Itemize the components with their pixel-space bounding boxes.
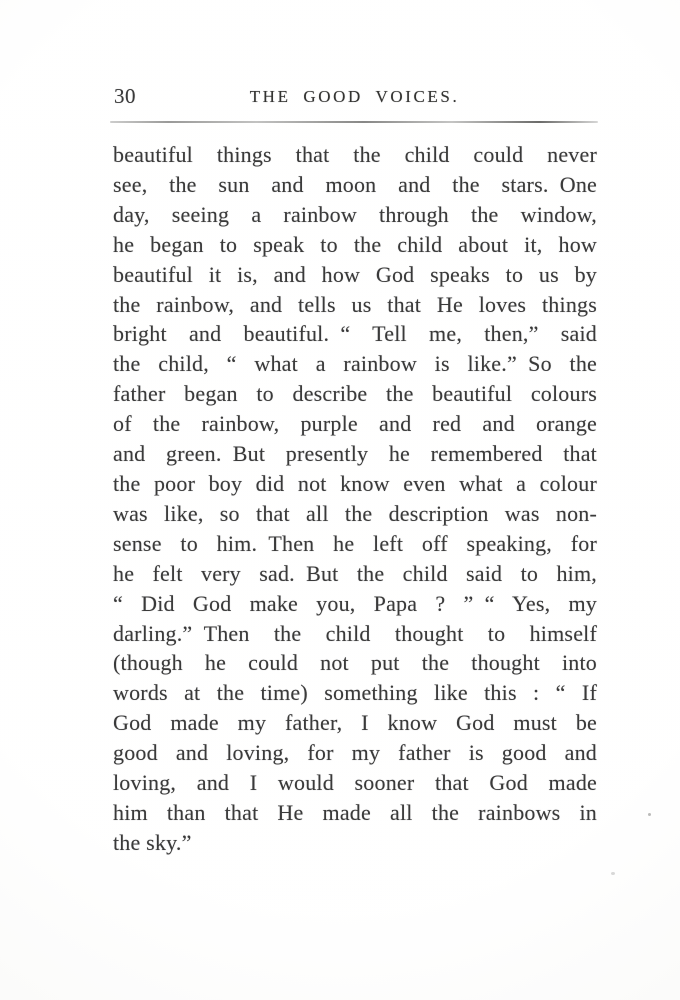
running-title: THE GOOD VOICES. [249, 87, 460, 106]
text-line: (though he could not put the thought into [113, 650, 597, 676]
text-line: good and loving, for my father is good and [113, 740, 597, 766]
text-line: the sky.” [113, 829, 192, 855]
text-line: darling.” Then the child thought to himself [113, 620, 597, 646]
text-line: beautiful it is, and how God speaks to us by [113, 261, 597, 287]
page-header [112, 83, 597, 109]
text-line: the child, “ what a rainbow is like.” So the [113, 351, 597, 377]
text-line: God made my father, I know God must be [113, 710, 597, 736]
text-line: he began to speak to the child about it, how [113, 231, 597, 257]
text-line: sense to him. Then he left off speaking, for [113, 530, 597, 556]
text-line: bright and beautiful. “ Tell me, then,” said [113, 321, 597, 347]
text-line: was like, so that all the description was non- [113, 500, 597, 526]
text-line: words at the time) something like this : “ If [113, 680, 597, 706]
scan-speck [611, 872, 615, 875]
header-rule-divider [110, 121, 598, 123]
scan-speck [648, 813, 651, 816]
text-line: him than that He made all the rainbows in [113, 799, 597, 825]
text-line: the poor boy did not know even what a colour [113, 470, 597, 496]
text-line: “ Did God make you, Papa ? ” “ Yes, my [113, 590, 597, 616]
text-line: the rainbow, and tells us that He loves things [113, 291, 597, 317]
text-line: of the rainbow, purple and red and orange [113, 411, 597, 437]
text-line: and green. But presently he remembered that [113, 441, 597, 467]
text-line: loving, and I would sooner that God made [113, 770, 597, 796]
body-text [113, 140, 597, 858]
text-line: see, the sun and moon and the stars. One [113, 171, 597, 197]
text-line: father began to describe the beautiful colours [113, 381, 597, 407]
text-line: he felt very sad. But the child said to him, [113, 560, 597, 586]
page-number: 30 [114, 84, 136, 108]
text-line: day, seeing a rainbow through the window, [113, 201, 597, 227]
text-line: beautiful things that the child could never [113, 142, 597, 167]
